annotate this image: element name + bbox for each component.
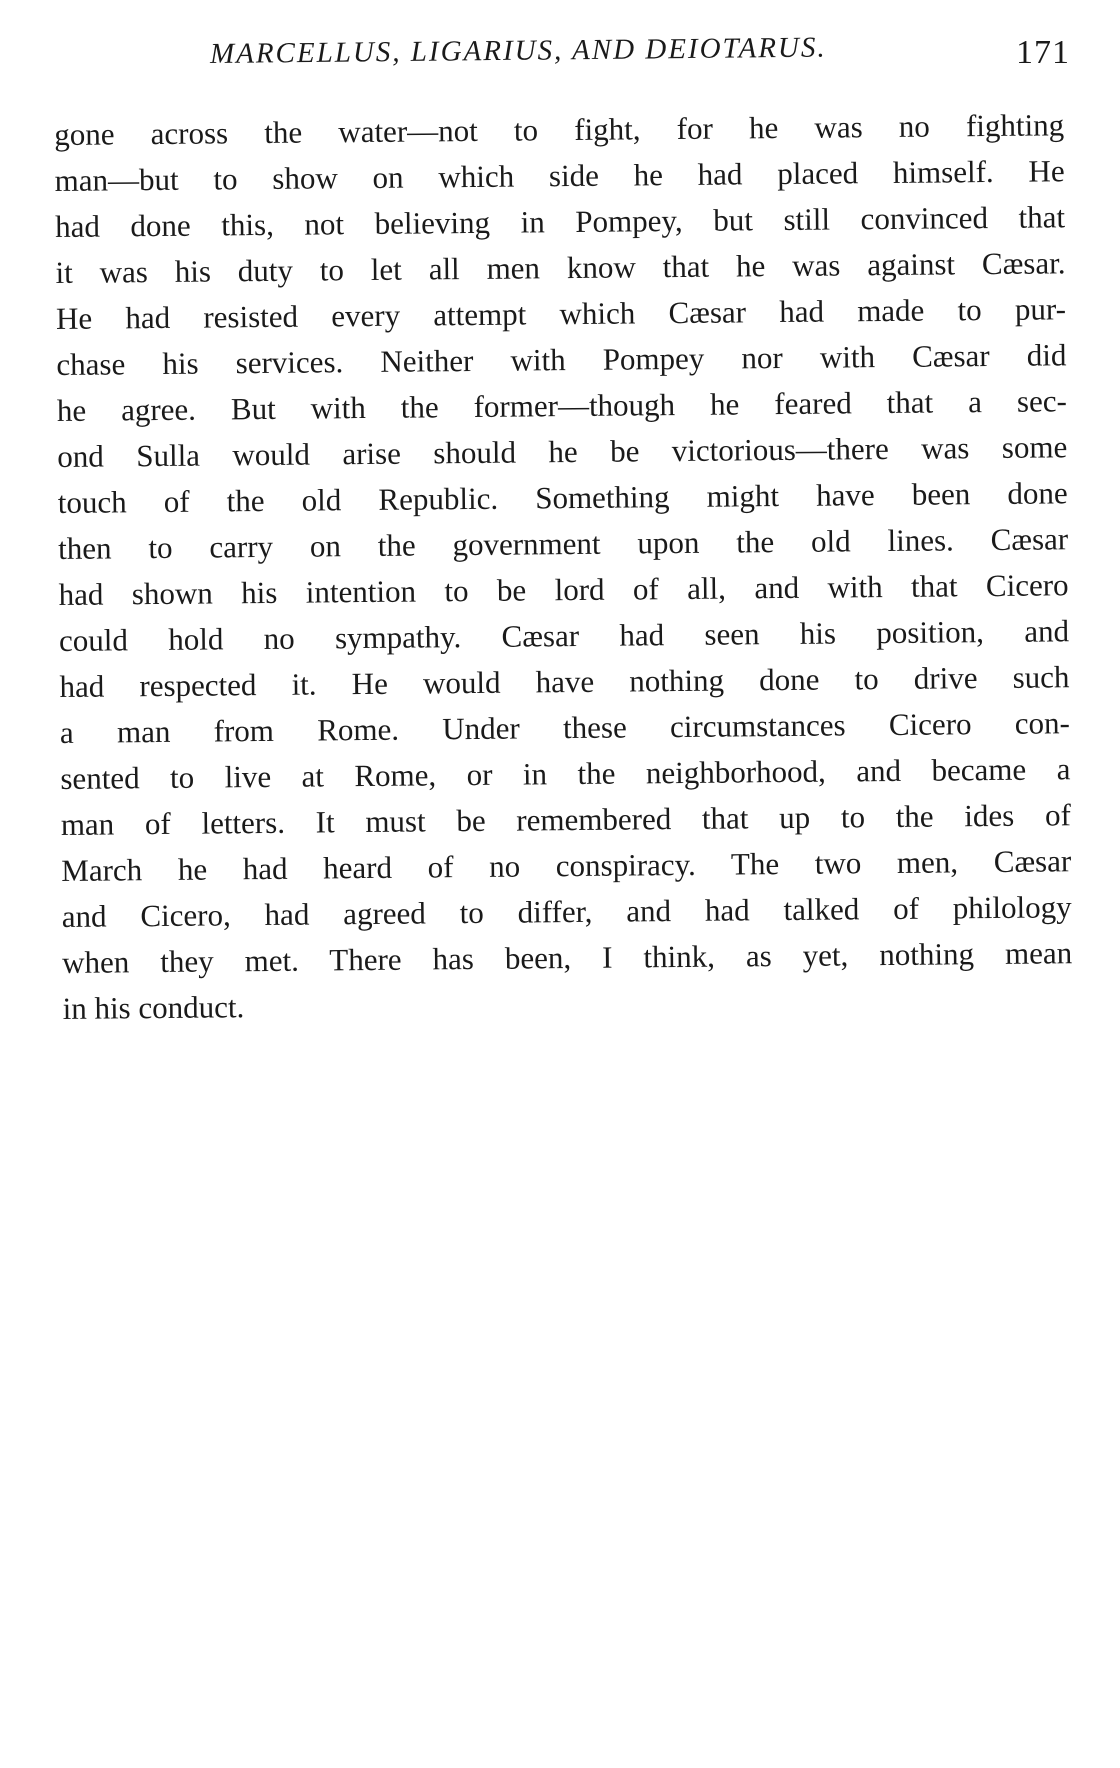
text-line: when they met. There has been, I think, as yet, nothing mean — [61, 935, 1073, 980]
text-line: ond Sulla would arise should he be victorious—there was some — [57, 429, 1068, 474]
text-line: March he had heard of no conspiracy. The two men, Cæsar — [61, 843, 1072, 888]
text-line: had done this, not believing in Pompey, but still convinced that — [54, 199, 1066, 244]
text-line: a man from Rome. Under these circumstances Cicero con- — [59, 705, 1071, 750]
text-line: chase his services. Neither with Pompey nor with Cæsar did — [56, 337, 1067, 382]
text-line: he agree. But with the former—though he feared that a sec- — [56, 383, 1067, 428]
text-line: He had resisted every attempt which Cæsar had made to pur- — [55, 291, 1067, 336]
body-text — [54, 102, 1073, 1032]
text-line: then to carry on the government upon the old lines. Cæsar — [58, 521, 1069, 566]
text-line: touch of the old Republic. Something might have been done — [57, 475, 1068, 520]
running-title: MARCELLUS, LIGARIUS, AND DEIOTARUS. — [209, 31, 827, 70]
text-line: in his conduct. — [62, 989, 245, 1026]
text-line: had shown his intention to be lord of all, and with that Cicero — [58, 567, 1069, 612]
running-head — [209, 31, 1070, 84]
text-line: it was his duty to let all men know that he was against Cæsar. — [55, 245, 1066, 290]
text-line: could hold no sympathy. Cæsar had seen his position, and — [58, 613, 1070, 658]
text-line: gone across the water—not to fight, for he was no fighting — [54, 107, 1065, 152]
text-line: had respected it. He would have nothing done to drive such — [59, 659, 1070, 704]
text-line: man of letters. It must be remembered that up to the ides of — [60, 797, 1071, 842]
page-number: 171 — [1016, 34, 1070, 71]
text-line: and Cicero, had agreed to differ, and had talked of philology — [61, 889, 1072, 934]
text-line: man—but to show on which side he had placed himself. He — [54, 153, 1065, 198]
text-line: sented to live at Rome, or in the neighborhood, and became a — [60, 751, 1071, 796]
